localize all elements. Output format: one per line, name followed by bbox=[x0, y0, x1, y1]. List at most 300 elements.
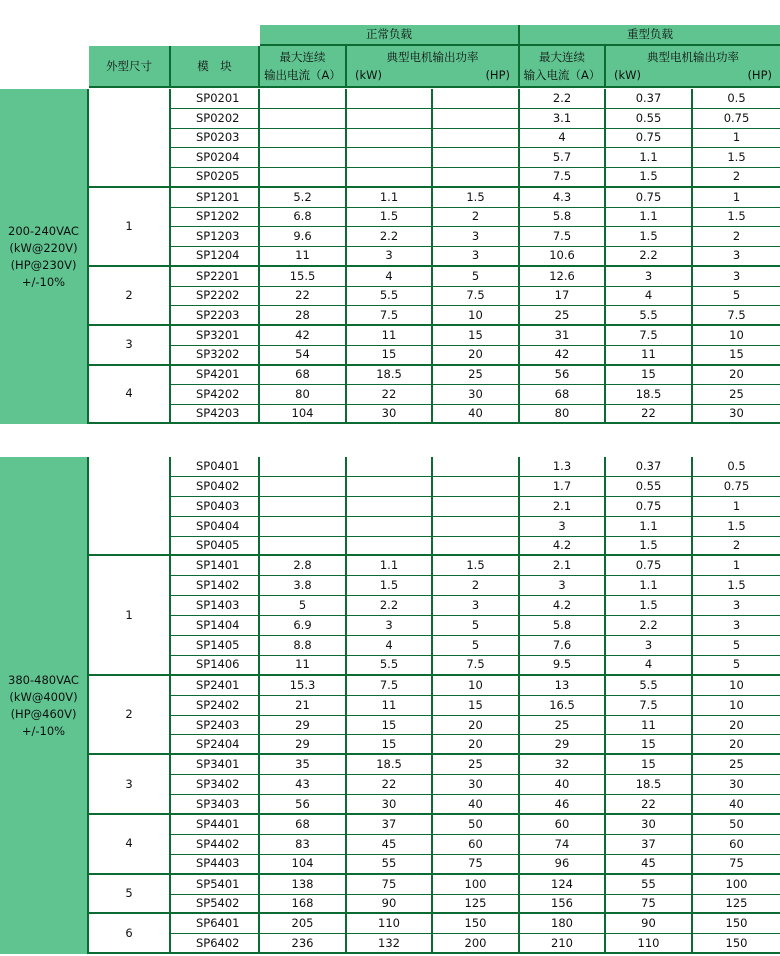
value-cell bbox=[260, 89, 347, 109]
frame-size-cell: 6 bbox=[89, 914, 171, 954]
normal-current-line2: 输出电流（A） bbox=[264, 68, 341, 82]
frame-size-cell: 1 bbox=[89, 188, 171, 267]
value-cell: 15 bbox=[433, 696, 520, 716]
value-cell bbox=[347, 477, 433, 497]
model-cell: SP0401 bbox=[171, 457, 260, 477]
value-cell: 10 bbox=[433, 306, 520, 326]
value-cell: 2 bbox=[693, 227, 780, 247]
value-cell: 11 bbox=[606, 716, 693, 736]
model-cell: SP1402 bbox=[171, 576, 260, 596]
value-cell: 90 bbox=[347, 895, 433, 915]
value-cell: 0.75 bbox=[693, 477, 780, 497]
value-cell: 11 bbox=[260, 247, 347, 267]
voltage-line: (kW@220V) bbox=[9, 240, 78, 255]
value-cell: 110 bbox=[347, 914, 433, 934]
value-cell: 5 bbox=[693, 656, 780, 676]
value-cell bbox=[347, 517, 433, 537]
value-cell: 15 bbox=[347, 346, 433, 366]
value-cell: 2.2 bbox=[606, 247, 693, 267]
value-cell: 68 bbox=[260, 815, 347, 835]
value-cell: 80 bbox=[520, 405, 606, 424]
value-cell: 1.5 bbox=[606, 168, 693, 188]
value-cell: 3 bbox=[606, 267, 693, 287]
value-cell: 1 bbox=[693, 129, 780, 149]
value-cell bbox=[433, 457, 520, 477]
voltage-line: 380-480VAC bbox=[8, 672, 79, 687]
value-cell: 0.55 bbox=[606, 477, 693, 497]
value-cell: 110 bbox=[606, 934, 693, 954]
normal-kw-unit: (kW) bbox=[355, 68, 383, 82]
voltage-line: (HP@460V) bbox=[10, 706, 77, 721]
value-cell: 4 bbox=[606, 287, 693, 307]
value-cell: 54 bbox=[260, 346, 347, 366]
normal-power-title: 典型电机输出功率 bbox=[386, 50, 479, 64]
value-cell bbox=[260, 497, 347, 517]
value-cell: 2.2 bbox=[606, 616, 693, 636]
value-cell: 4.2 bbox=[520, 537, 606, 557]
value-cell: 16.5 bbox=[520, 696, 606, 716]
table-header bbox=[0, 25, 780, 88]
value-cell bbox=[260, 168, 347, 188]
value-cell: 20 bbox=[433, 346, 520, 366]
value-cell: 236 bbox=[260, 934, 347, 954]
value-cell: 2 bbox=[433, 208, 520, 228]
value-cell: 2 bbox=[693, 168, 780, 188]
value-cell bbox=[433, 148, 520, 168]
value-cell: 45 bbox=[347, 835, 433, 855]
value-cell: 2.1 bbox=[520, 497, 606, 517]
value-cell: 1.1 bbox=[347, 556, 433, 576]
value-cell: 30 bbox=[693, 405, 780, 424]
value-cell: 42 bbox=[520, 346, 606, 366]
frame-size-header: 外型尺寸 bbox=[89, 46, 171, 88]
value-cell: 1.5 bbox=[433, 556, 520, 576]
value-cell bbox=[260, 517, 347, 537]
value-cell: 3 bbox=[693, 247, 780, 267]
value-cell: 10 bbox=[693, 326, 780, 346]
value-cell: 3 bbox=[693, 267, 780, 287]
model-cell: SP4403 bbox=[171, 855, 260, 875]
value-cell: 0.75 bbox=[606, 556, 693, 576]
heavy-power-title: 典型电机输出功率 bbox=[647, 50, 739, 64]
value-cell: 32 bbox=[520, 755, 606, 775]
value-cell: 0.37 bbox=[606, 457, 693, 477]
value-cell: 2.2 bbox=[520, 89, 606, 109]
model-cell: SP6401 bbox=[171, 914, 260, 934]
value-cell: 7.5 bbox=[606, 326, 693, 346]
module-header: 模 块 bbox=[171, 46, 260, 88]
value-cell: 7.6 bbox=[520, 636, 606, 656]
value-cell: 5.5 bbox=[347, 656, 433, 676]
value-cell: 68 bbox=[260, 366, 347, 386]
voltage-label bbox=[0, 457, 89, 954]
value-cell: 60 bbox=[520, 815, 606, 835]
value-cell: 29 bbox=[520, 735, 606, 755]
value-cell: 100 bbox=[433, 875, 520, 895]
value-cell: 75 bbox=[606, 895, 693, 915]
model-cell: SP2403 bbox=[171, 716, 260, 736]
value-cell: 75 bbox=[693, 855, 780, 875]
model-cell: SP5401 bbox=[171, 875, 260, 895]
heavy-hp-unit: (HP) bbox=[747, 68, 772, 82]
value-cell: 17 bbox=[520, 287, 606, 307]
heavy-current-line2: 输入电流（A） bbox=[523, 68, 601, 82]
value-cell bbox=[433, 168, 520, 188]
value-cell: 35 bbox=[260, 755, 347, 775]
value-cell: 11 bbox=[606, 346, 693, 366]
heavy-kw-unit: (kW) bbox=[614, 68, 642, 82]
value-cell: 5 bbox=[693, 636, 780, 656]
value-cell: 43 bbox=[260, 775, 347, 795]
value-cell: 46 bbox=[520, 795, 606, 815]
value-cell: 5.5 bbox=[606, 676, 693, 696]
value-cell: 30 bbox=[433, 775, 520, 795]
voltage-line: 200-240VAC bbox=[8, 223, 79, 238]
value-cell: 5 bbox=[433, 267, 520, 287]
value-cell: 5.2 bbox=[260, 188, 347, 208]
value-cell: 0.75 bbox=[606, 129, 693, 149]
value-cell: 20 bbox=[693, 735, 780, 755]
normal-hp-unit: (HP) bbox=[485, 68, 510, 82]
heavy-current-line1: 最大连续 bbox=[539, 50, 585, 64]
value-cell bbox=[260, 477, 347, 497]
value-cell: 7.5 bbox=[433, 287, 520, 307]
value-cell bbox=[433, 129, 520, 149]
value-cell: 15 bbox=[693, 346, 780, 366]
value-cell: 1.5 bbox=[693, 208, 780, 228]
value-cell: 25 bbox=[520, 306, 606, 326]
value-cell: 22 bbox=[347, 775, 433, 795]
value-cell: 83 bbox=[260, 835, 347, 855]
value-cell bbox=[347, 457, 433, 477]
heavy-duty-header: 重型负载 bbox=[520, 25, 780, 46]
value-cell: 104 bbox=[260, 855, 347, 875]
value-cell bbox=[347, 129, 433, 149]
model-cell: SP3401 bbox=[171, 755, 260, 775]
value-cell: 3 bbox=[520, 576, 606, 596]
value-cell: 15 bbox=[606, 366, 693, 386]
value-cell: 20 bbox=[693, 716, 780, 736]
model-cell: SP2203 bbox=[171, 306, 260, 326]
header-blank bbox=[0, 25, 260, 46]
model-cell: SP5402 bbox=[171, 895, 260, 915]
value-cell: 10 bbox=[693, 676, 780, 696]
value-cell: 4.3 bbox=[520, 188, 606, 208]
header-blank-2 bbox=[0, 46, 89, 88]
value-cell: 37 bbox=[347, 815, 433, 835]
model-cell: SP2201 bbox=[171, 267, 260, 287]
heavy-power-header bbox=[606, 46, 780, 88]
value-cell: 0.37 bbox=[606, 89, 693, 109]
value-cell: 96 bbox=[520, 855, 606, 875]
value-cell: 5.5 bbox=[606, 306, 693, 326]
value-cell: 42 bbox=[260, 326, 347, 346]
model-cell: SP2401 bbox=[171, 676, 260, 696]
model-cell: SP3402 bbox=[171, 775, 260, 795]
value-cell bbox=[260, 457, 347, 477]
value-cell: 3 bbox=[520, 517, 606, 537]
model-cell: SP1406 bbox=[171, 656, 260, 676]
value-cell bbox=[433, 89, 520, 109]
value-cell: 5.8 bbox=[520, 616, 606, 636]
value-cell: 55 bbox=[606, 875, 693, 895]
value-cell: 56 bbox=[520, 366, 606, 386]
value-cell: 3 bbox=[347, 616, 433, 636]
value-cell: 28 bbox=[260, 306, 347, 326]
model-cell: SP1202 bbox=[171, 208, 260, 228]
value-cell: 1.1 bbox=[606, 517, 693, 537]
value-cell: 31 bbox=[520, 326, 606, 346]
value-cell bbox=[260, 148, 347, 168]
value-cell: 1.1 bbox=[606, 576, 693, 596]
value-cell: 3 bbox=[693, 616, 780, 636]
value-cell: 7.5 bbox=[347, 306, 433, 326]
frame-size-cell: 4 bbox=[89, 366, 171, 425]
value-cell: 5.8 bbox=[520, 208, 606, 228]
value-cell: 10 bbox=[693, 696, 780, 716]
value-cell bbox=[260, 129, 347, 149]
frame-size-cell: 1 bbox=[89, 556, 171, 675]
value-cell: 11 bbox=[347, 696, 433, 716]
value-cell: 4 bbox=[606, 656, 693, 676]
value-cell bbox=[433, 109, 520, 129]
value-cell: 22 bbox=[260, 287, 347, 307]
value-cell: 15 bbox=[347, 716, 433, 736]
value-cell: 7.5 bbox=[433, 656, 520, 676]
value-cell: 60 bbox=[433, 835, 520, 855]
model-cell: SP4401 bbox=[171, 815, 260, 835]
value-cell: 55 bbox=[347, 855, 433, 875]
value-cell: 7.5 bbox=[347, 676, 433, 696]
value-cell: 2 bbox=[433, 576, 520, 596]
value-cell bbox=[347, 537, 433, 557]
value-cell: 60 bbox=[693, 835, 780, 855]
value-cell: 7.5 bbox=[520, 227, 606, 247]
value-cell: 4 bbox=[520, 129, 606, 149]
frame-size-cell: 3 bbox=[89, 755, 171, 815]
value-cell: 1.1 bbox=[606, 148, 693, 168]
value-cell: 75 bbox=[433, 855, 520, 875]
value-cell: 3 bbox=[433, 227, 520, 247]
value-cell: 15 bbox=[606, 755, 693, 775]
value-cell bbox=[260, 109, 347, 129]
value-cell: 10.6 bbox=[520, 247, 606, 267]
frame-size-cell bbox=[89, 457, 171, 556]
value-cell: 1.5 bbox=[433, 188, 520, 208]
value-cell: 150 bbox=[433, 914, 520, 934]
value-cell: 138 bbox=[260, 875, 347, 895]
value-cell: 40 bbox=[433, 405, 520, 424]
normal-power-header bbox=[347, 46, 520, 88]
value-cell: 1.5 bbox=[347, 576, 433, 596]
frame-size-cell: 5 bbox=[89, 875, 171, 915]
frame-size-cell: 3 bbox=[89, 326, 171, 366]
value-cell: 0.5 bbox=[693, 457, 780, 477]
value-cell: 22 bbox=[347, 385, 433, 405]
value-cell: 12.6 bbox=[520, 267, 606, 287]
model-cell: SP1203 bbox=[171, 227, 260, 247]
value-cell: 90 bbox=[606, 914, 693, 934]
voltage-line: +/-10% bbox=[21, 723, 66, 738]
value-cell: 30 bbox=[433, 385, 520, 405]
value-cell: 2.2 bbox=[347, 227, 433, 247]
value-cell: 25 bbox=[433, 366, 520, 386]
value-cell bbox=[347, 109, 433, 129]
value-cell: 13 bbox=[520, 676, 606, 696]
value-cell: 1.5 bbox=[606, 537, 693, 557]
value-cell: 132 bbox=[347, 934, 433, 954]
value-cell: 7.5 bbox=[693, 306, 780, 326]
model-cell: SP1204 bbox=[171, 247, 260, 267]
value-cell: 0.75 bbox=[606, 188, 693, 208]
model-cell: SP1404 bbox=[171, 616, 260, 636]
value-cell: 22 bbox=[606, 795, 693, 815]
value-cell: 2.8 bbox=[260, 556, 347, 576]
model-cell: SP0405 bbox=[171, 537, 260, 557]
model-cell: SP4203 bbox=[171, 405, 260, 424]
model-cell: SP1403 bbox=[171, 596, 260, 616]
value-cell: 150 bbox=[693, 914, 780, 934]
value-cell: 1.5 bbox=[606, 227, 693, 247]
value-cell: 3.1 bbox=[520, 109, 606, 129]
model-cell: SP0201 bbox=[171, 89, 260, 109]
value-cell: 1.5 bbox=[693, 576, 780, 596]
value-cell: 22 bbox=[606, 405, 693, 424]
value-cell: 156 bbox=[520, 895, 606, 915]
value-cell: 18.5 bbox=[606, 385, 693, 405]
value-cell: 25 bbox=[433, 755, 520, 775]
model-cell: SP2202 bbox=[171, 287, 260, 307]
frame-size-cell: 4 bbox=[89, 815, 171, 875]
value-cell: 40 bbox=[693, 795, 780, 815]
value-cell: 5.5 bbox=[347, 287, 433, 307]
heavy-current-header bbox=[520, 46, 606, 88]
value-cell: 3 bbox=[433, 596, 520, 616]
value-cell: 1.1 bbox=[606, 208, 693, 228]
value-cell: 50 bbox=[433, 815, 520, 835]
value-cell bbox=[433, 497, 520, 517]
voltage-line: (kW@400V) bbox=[9, 689, 78, 704]
value-cell: 125 bbox=[693, 895, 780, 915]
value-cell bbox=[347, 89, 433, 109]
value-cell: 68 bbox=[520, 385, 606, 405]
frame-size-cell: 2 bbox=[89, 676, 171, 756]
normal-current-line1: 最大连续 bbox=[279, 50, 326, 64]
value-cell: 9.6 bbox=[260, 227, 347, 247]
value-cell: 37 bbox=[606, 835, 693, 855]
value-cell: 100 bbox=[693, 875, 780, 895]
value-cell: 11 bbox=[347, 326, 433, 346]
model-cell: SP4402 bbox=[171, 835, 260, 855]
value-cell: 3 bbox=[347, 247, 433, 267]
value-cell: 15 bbox=[606, 735, 693, 755]
value-cell: 205 bbox=[260, 914, 347, 934]
value-cell: 50 bbox=[693, 815, 780, 835]
value-cell: 3 bbox=[433, 247, 520, 267]
value-cell: 29 bbox=[260, 735, 347, 755]
value-cell: 30 bbox=[606, 815, 693, 835]
value-cell: 0.5 bbox=[693, 89, 780, 109]
value-cell: 15.5 bbox=[260, 267, 347, 287]
value-cell: 40 bbox=[520, 775, 606, 795]
value-cell: 1.5 bbox=[606, 596, 693, 616]
value-cell: 25 bbox=[520, 716, 606, 736]
value-cell: 15 bbox=[433, 326, 520, 346]
value-cell: 29 bbox=[260, 716, 347, 736]
value-cell: 1.3 bbox=[520, 457, 606, 477]
value-cell: 3 bbox=[693, 596, 780, 616]
value-cell bbox=[347, 148, 433, 168]
value-cell: 9.5 bbox=[520, 656, 606, 676]
value-cell: 1 bbox=[693, 497, 780, 517]
value-cell: 10 bbox=[433, 676, 520, 696]
value-cell bbox=[433, 477, 520, 497]
value-cell: 210 bbox=[520, 934, 606, 954]
value-cell: 20 bbox=[693, 366, 780, 386]
value-cell: 21 bbox=[260, 696, 347, 716]
model-cell: SP0202 bbox=[171, 109, 260, 129]
value-cell: 45 bbox=[606, 855, 693, 875]
value-cell: 7.5 bbox=[606, 696, 693, 716]
value-cell: 30 bbox=[347, 405, 433, 424]
value-cell: 180 bbox=[520, 914, 606, 934]
frame-size-cell: 2 bbox=[89, 267, 171, 326]
value-cell: 3.8 bbox=[260, 576, 347, 596]
value-cell bbox=[433, 517, 520, 537]
value-cell: 3 bbox=[606, 636, 693, 656]
model-cell: SP0402 bbox=[171, 477, 260, 497]
model-cell: SP0203 bbox=[171, 129, 260, 149]
model-cell: SP3202 bbox=[171, 346, 260, 366]
value-cell: 5 bbox=[260, 596, 347, 616]
value-cell: 1.5 bbox=[693, 148, 780, 168]
model-cell: SP3201 bbox=[171, 326, 260, 346]
value-cell: 168 bbox=[260, 895, 347, 915]
model-cell: SP2404 bbox=[171, 735, 260, 755]
model-cell: SP0403 bbox=[171, 497, 260, 517]
value-cell: 1.5 bbox=[347, 208, 433, 228]
value-cell: 7.5 bbox=[520, 168, 606, 188]
value-cell: 1.7 bbox=[520, 477, 606, 497]
value-cell: 15 bbox=[347, 735, 433, 755]
model-cell: SP1405 bbox=[171, 636, 260, 656]
value-cell: 104 bbox=[260, 405, 347, 424]
value-cell: 8.8 bbox=[260, 636, 347, 656]
value-cell: 2.2 bbox=[347, 596, 433, 616]
voltage-line: +/-10% bbox=[21, 274, 66, 289]
voltage-label bbox=[0, 89, 89, 424]
value-cell: 5 bbox=[433, 616, 520, 636]
value-cell: 6.9 bbox=[260, 616, 347, 636]
model-cell: SP1201 bbox=[171, 188, 260, 208]
value-cell: 150 bbox=[693, 934, 780, 954]
value-cell: 30 bbox=[347, 795, 433, 815]
value-cell: 56 bbox=[260, 795, 347, 815]
value-cell: 200 bbox=[433, 934, 520, 954]
value-cell: 15.3 bbox=[260, 676, 347, 696]
value-cell: 25 bbox=[693, 755, 780, 775]
value-cell: 5 bbox=[693, 287, 780, 307]
value-cell: 4.2 bbox=[520, 596, 606, 616]
table-200-240vac bbox=[0, 89, 780, 424]
value-cell: 18.5 bbox=[606, 775, 693, 795]
model-cell: SP1401 bbox=[171, 556, 260, 576]
value-cell: 20 bbox=[433, 716, 520, 736]
frame-size-cell bbox=[89, 89, 171, 188]
value-cell bbox=[347, 497, 433, 517]
model-cell: SP3403 bbox=[171, 795, 260, 815]
value-cell: 1 bbox=[693, 556, 780, 576]
